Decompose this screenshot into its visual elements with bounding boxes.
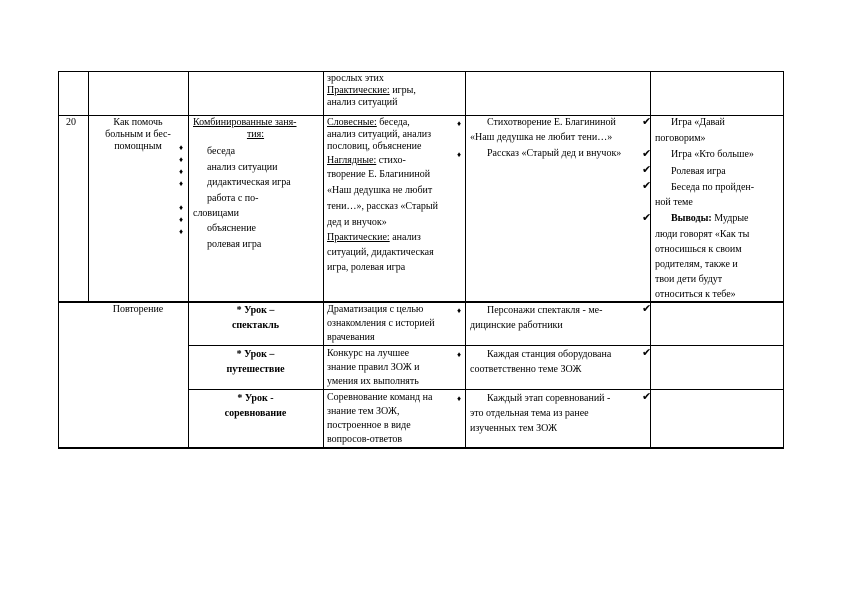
verbal-methods: [327, 117, 410, 129]
bullet-icon: ♦: [179, 179, 184, 188]
topic-line: Повторение: [112, 304, 164, 315]
bullet-icon: ♦: [179, 143, 184, 152]
row-separator: [188, 345, 784, 346]
lesson-material: Каждый этап соревнований -: [487, 393, 611, 404]
lesson-title: * Урок –: [236, 349, 275, 360]
topic-line: Как помочь: [113, 117, 163, 128]
lesson-form-title: Комбинированные заня-: [193, 117, 297, 128]
visual-text-line: тени…», рассказ «Старый: [327, 201, 438, 212]
lesson-desc: Драматизация с целью: [327, 304, 424, 315]
bullet-icon: ♦: [457, 394, 462, 403]
column-divider: [58, 71, 59, 449]
practical-text: анализ: [389, 232, 421, 243]
result-item: Ролевая игра: [671, 166, 726, 177]
lesson-desc: врачевания: [327, 332, 375, 343]
form-item: дидактическая игра: [207, 177, 291, 188]
practical-label: Практические:: [327, 232, 390, 243]
lesson-title: * Урок –: [236, 305, 275, 316]
lesson-desc: ознакомления с историей: [327, 318, 435, 329]
checkmark-icon: ✔: [642, 115, 652, 128]
bullet-icon: ♦: [179, 203, 184, 212]
practical-label: Практические:: [327, 85, 390, 96]
visual-text-line: творение Е. Благининой: [327, 169, 431, 180]
checkmark-icon: ✔: [642, 302, 652, 315]
form-item: беседа: [207, 146, 236, 157]
visual-label: Наглядные:: [327, 155, 377, 166]
row-separator: [188, 389, 784, 390]
lesson-title: * Урок -: [237, 393, 274, 404]
checkmark-icon: ✔: [642, 346, 652, 359]
methods-text: зрослых этих: [327, 73, 384, 84]
lesson-desc: построенное в виде: [327, 420, 411, 431]
checkmark-icon: ✔: [642, 163, 652, 176]
practical-text-line: игра, ролевая игра: [327, 262, 406, 273]
lesson-desc: Соревнование команд на: [327, 392, 433, 403]
result-item: поговорим»: [655, 133, 706, 144]
lesson-material: Персонажи спектакля - ме-: [487, 305, 603, 316]
bullet-icon: ♦: [457, 350, 462, 359]
row-separator: [58, 301, 784, 303]
column-divider: [188, 71, 189, 449]
result-item: Игра «Кто больше»: [671, 149, 754, 160]
lesson-material: дицинские работники: [470, 320, 563, 331]
form-item: объяснение: [207, 223, 256, 234]
lesson-material: Каждая станция оборудована: [487, 349, 612, 360]
visual-text: стихо-: [376, 155, 406, 166]
practical-methods: [327, 85, 416, 97]
lesson-title: путешествие: [226, 364, 285, 375]
material-item: «Наш дедушка не любит тени…»: [470, 132, 613, 143]
practical-methods: [327, 232, 421, 244]
lesson-desc: вопросов-ответов: [327, 434, 403, 445]
lesson-form-title: тия:: [246, 129, 265, 140]
lesson-desc: знание правил ЗОЖ и: [327, 362, 420, 373]
visual-methods: [327, 155, 406, 167]
bullet-icon: ♦: [179, 155, 184, 164]
lesson-title: спектакль: [231, 320, 280, 331]
conclusion-line: родителям, также и: [655, 259, 738, 270]
result-item: ной теме: [655, 197, 693, 208]
checkmark-icon: ✔: [642, 211, 652, 224]
lesson-material: изученных тем ЗОЖ: [470, 423, 558, 434]
topic-line: больным и бес-: [105, 129, 171, 140]
column-divider: [783, 71, 784, 449]
checkmark-icon: ✔: [642, 179, 652, 192]
conclusion-line: люди говорят «Как ты: [655, 229, 750, 240]
bullet-icon: ♦: [457, 119, 462, 128]
practical-text: игры,: [389, 85, 416, 96]
material-item: Стихотворение Е. Благининой: [487, 117, 616, 128]
visual-text-line: «Наш дедушка не любит: [327, 185, 433, 196]
form-item: словицами: [193, 208, 239, 219]
conclusion-label: Выводы:: [671, 213, 712, 224]
form-item: ролевая игра: [207, 239, 262, 250]
visual-text-line: дед и внучок»: [327, 217, 387, 228]
result-item: Беседа по пройден-: [671, 182, 755, 193]
lesson-desc: умения их выполнять: [327, 376, 419, 387]
lesson-material: соответственно теме ЗОЖ: [470, 364, 582, 375]
verbal-text-line: пословиц, объяснение: [327, 141, 422, 152]
bullet-icon: ♦: [179, 215, 184, 224]
bullet-icon: ♦: [179, 167, 184, 176]
form-item: работа с по-: [207, 193, 259, 204]
result-item: Игра «Давай: [671, 117, 725, 128]
verbal-text: беседа,: [376, 117, 410, 128]
conclusion-text: Мудрые: [711, 213, 749, 224]
conclusion-line: твои дети будут: [655, 274, 723, 285]
table-bottom-border: [58, 447, 784, 449]
checkmark-icon: ✔: [642, 147, 652, 160]
practical-text-line: анализ ситуаций: [327, 97, 398, 108]
lesson-material: это отдельная тема из ранее: [470, 408, 589, 419]
material-item: Рассказ «Старый дед и внучок»: [487, 148, 622, 159]
lesson-title: соревнование: [224, 408, 287, 419]
column-divider: [465, 71, 466, 449]
verbal-text-line: анализ ситуаций, анализ: [327, 129, 432, 140]
bullet-icon: ♦: [457, 150, 462, 159]
bullet-icon: ♦: [179, 227, 184, 236]
row-number: 20: [66, 117, 76, 128]
conclusion: [671, 213, 748, 225]
bullet-icon: ♦: [457, 306, 462, 315]
lesson-desc: знание тем ЗОЖ,: [327, 406, 400, 417]
conclusion-line: относиться к тебе»: [655, 289, 736, 300]
lesson-desc: Конкурс на лучшее: [327, 348, 410, 359]
column-divider: [323, 71, 324, 449]
table-top-border: [58, 71, 784, 72]
verbal-label: Словесные:: [327, 117, 377, 128]
conclusion-line: относишься к своим: [655, 244, 742, 255]
checkmark-icon: ✔: [642, 390, 652, 403]
column-divider: [88, 71, 89, 303]
form-item: анализ ситуации: [207, 162, 278, 173]
practical-text-line: ситуаций, дидактическая: [327, 247, 434, 258]
row-separator: [58, 115, 784, 116]
topic-line: помощным: [114, 141, 162, 152]
